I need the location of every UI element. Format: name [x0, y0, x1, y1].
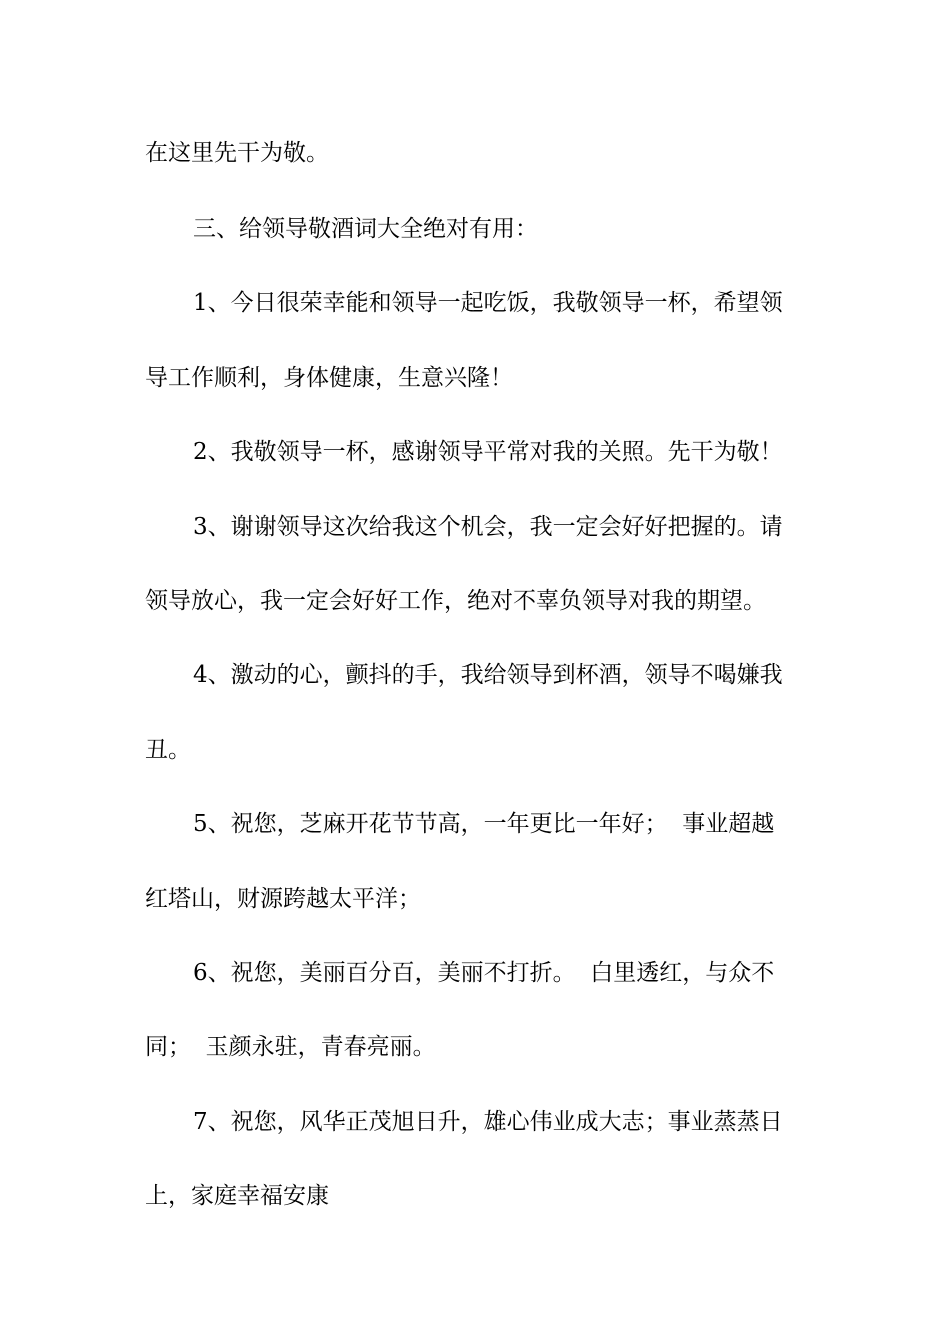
text-line: 红塔山，财源跨越太平洋； — [145, 886, 421, 912]
section-heading: 三、给领导敬酒词大全绝对有用： — [193, 216, 538, 242]
text-line: 丑。 — [145, 737, 191, 763]
text-line: 2、我敬领导一杯，感谢领导平常对我的关照。先干为敬！ — [193, 439, 783, 465]
text-line: 领导放心，我一定会好好工作，绝对不辜负领导对我的期望。 — [145, 588, 766, 614]
text-line: 导工作顺利，身体健康，生意兴隆！ — [145, 365, 513, 391]
text-line: 1、今日很荣幸能和领导一起吃饭，我敬领导一杯，希望领 — [193, 290, 783, 316]
text-line: 上，家庭幸福安康 — [145, 1183, 329, 1209]
text-line: 在这里先干为敬。 — [145, 140, 329, 166]
text-line: 3、谢谢领导这次给我这个机会，我一定会好好把握的。请 — [193, 514, 783, 540]
text-line: 同； 玉颜永驻，青春亮丽。 — [145, 1034, 436, 1060]
text-line: 7、祝您，风华正茂旭日升，雄心伟业成大志；事业蒸蒸日 — [193, 1109, 783, 1135]
text-line: 6、祝您，美丽百分百，美丽不打折。 白里透红，与众不 — [193, 960, 775, 986]
text-line: 4、激动的心，颤抖的手，我给领导到杯酒，领导不喝嫌我 — [193, 662, 783, 688]
text-line: 5、祝您，芝麻开花节节高，一年更比一年好； 事业超越 — [193, 811, 775, 837]
